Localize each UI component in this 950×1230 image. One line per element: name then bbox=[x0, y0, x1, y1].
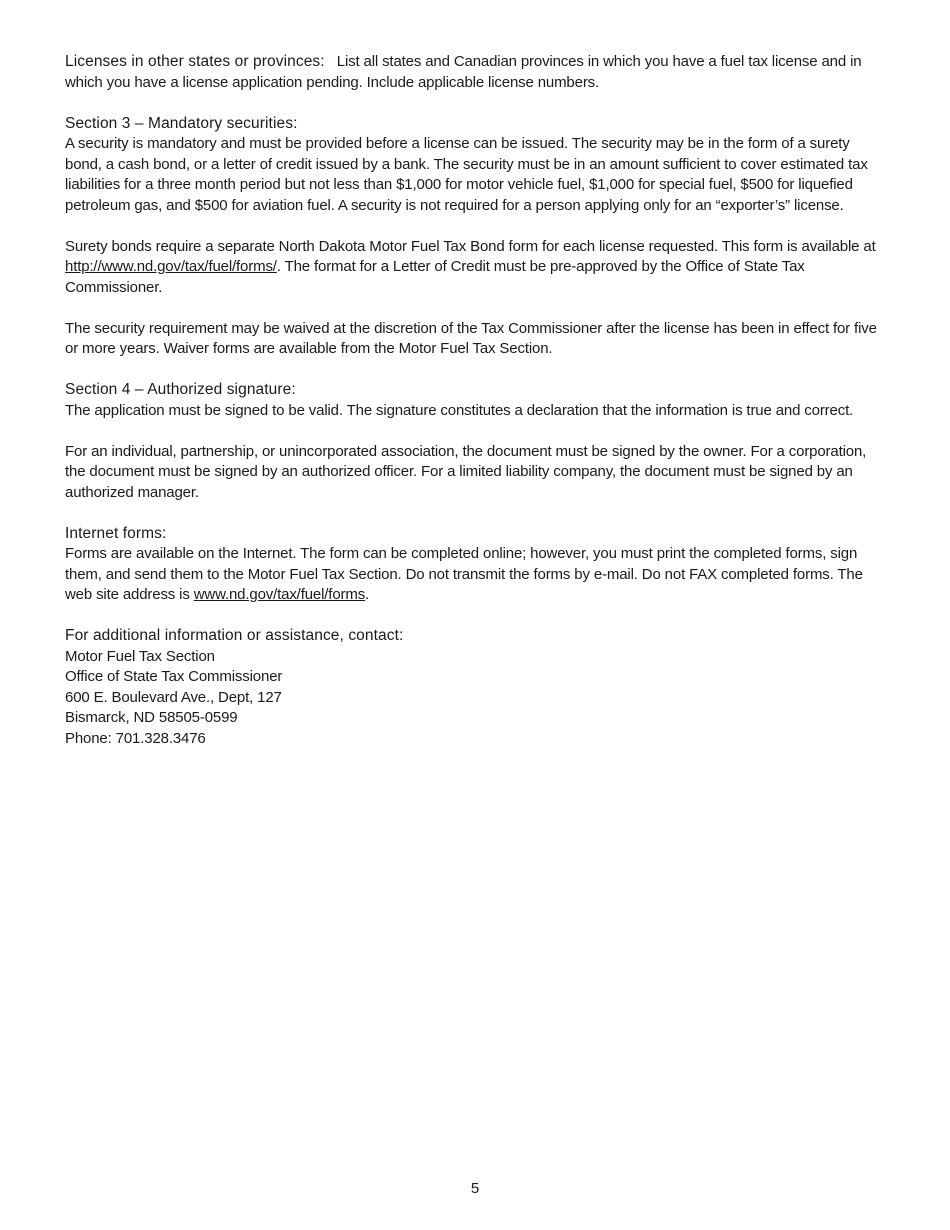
section3-p1 bbox=[65, 114, 890, 217]
section3-p2-before: Surety bonds require a separate North Dakota Motor Fuel Tax Bond form for each license requested. This form is available at bbox=[65, 237, 876, 255]
internet-heading: Internet forms: bbox=[65, 524, 167, 542]
contact-heading: For additional information or assistance, contact: bbox=[65, 627, 404, 644]
web-site-link[interactable]: www.nd.gov/tax/fuel/forms bbox=[193, 586, 366, 603]
contact-block bbox=[65, 626, 890, 749]
internet-forms-paragraph bbox=[65, 524, 890, 606]
section3-p2 bbox=[65, 237, 890, 299]
internet-p1-after: . bbox=[365, 586, 370, 603]
section4-heading: Section 4 – Authorized signature: bbox=[65, 381, 296, 398]
section4-p1 bbox=[65, 380, 890, 421]
section4-p1-text: The application must be signed to be valid. The signature constitutes a declaration that the information is true and correct. bbox=[65, 401, 854, 419]
section3-heading: Section 3 – Mandatory securities: bbox=[65, 114, 298, 132]
section3-p2-after: . The format for a Letter of Credit must be pre-approved by the Office of State Tax Commissioner. bbox=[65, 258, 805, 296]
section3-p1-text: A security is mandatory and must be provided before a license can be issued. The security may be in the form of a surety bond, a cash bond, or a letter of credit issued by a bank. The security must be in an amount sufficient to cover estimated tax liabilities for a three month period but not less than $1,000 for motor vehicle fuel, $1,000 for special fuel, $500 for liquefied petroleum gas, and $500 for aviation fuel. A security is not required for a person applying only for an “exporter’s” license. bbox=[65, 135, 868, 214]
section4-p2: For an individual, partnership, or unincorporated association, the document must be signed by the owner. For a corporation, the document must be signed by an authorized officer. For a limited liability company, the document must be signed by an authorized manager. bbox=[65, 442, 867, 501]
section3-p3: The security requirement may be waived at the discretion of the Tax Commissioner after the license has been in effect for five or more years. Waiver forms are available from the Motor Fuel Tax Section. bbox=[65, 319, 877, 357]
contact-phone: Phone: 701.328.3476 bbox=[65, 729, 206, 747]
internet-p1-before: Forms are available on the Internet. The form can be completed online; however, you must print the completed forms, sign them, and send them to the Motor Fuel Tax Section. Do not transmit the forms by e-mail. Do not FAX completed forms. The web site address is bbox=[65, 545, 863, 603]
contact-office: Office of State Tax Commissioner bbox=[65, 668, 283, 685]
licenses-body: List all states and Canadian provinces in which you have a fuel tax license and in which you have a license application pending. Include applicable license numbers. bbox=[65, 53, 862, 91]
contact-street: 600 E. Boulevard Ave., Dept, 127 bbox=[65, 688, 282, 706]
contact-city: Bismarck, ND 58505-0599 bbox=[65, 709, 238, 726]
licenses-paragraph bbox=[65, 52, 890, 93]
document-page bbox=[65, 52, 890, 770]
page-number: 5 bbox=[470, 1180, 480, 1197]
licenses-lead: Licenses in other states or provinces: bbox=[65, 53, 325, 70]
contact-section-name: Motor Fuel Tax Section bbox=[65, 647, 215, 665]
forms-link[interactable]: http://www.nd.gov/tax/fuel/forms/ bbox=[65, 258, 277, 275]
